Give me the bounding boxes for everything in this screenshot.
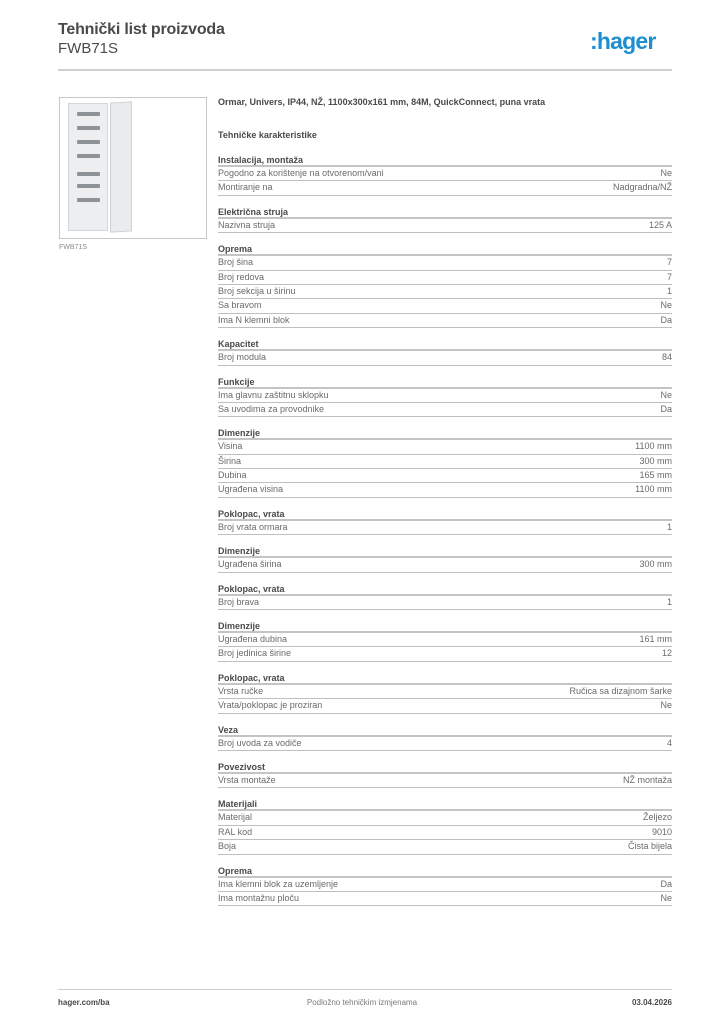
spec-row — [218, 285, 672, 299]
spec-group — [218, 761, 672, 788]
spec-group — [218, 338, 672, 365]
spec-group — [218, 545, 672, 572]
spec-row — [218, 389, 672, 403]
spec-value: NŽ montaža — [622, 774, 672, 785]
din-rail — [77, 184, 100, 188]
product-code: FWB71S — [58, 40, 119, 57]
spec-row — [218, 892, 672, 906]
spec-group-title: Poklopac, vrata — [218, 508, 672, 521]
spec-group — [218, 672, 672, 714]
spec-group-title: Dimenzije — [218, 545, 672, 558]
spec-label: Materijal — [218, 812, 253, 823]
spec-row — [218, 737, 672, 751]
spec-value: Ne — [660, 168, 672, 178]
spec-table — [218, 154, 672, 916]
spec-label: Ugrađena visina — [218, 484, 284, 495]
spec-row — [218, 633, 672, 647]
spec-row — [218, 314, 672, 328]
spec-row — [218, 811, 672, 825]
spec-value: 300 mm — [639, 559, 672, 570]
spec-value: Željezo — [642, 812, 672, 823]
spec-row — [218, 774, 672, 788]
spec-group-title: Materijali — [218, 798, 672, 811]
spec-row — [218, 647, 672, 661]
spec-label: Pogodno za korištenje na otvorenom/vani — [218, 168, 384, 178]
spec-value: Ne — [660, 300, 672, 311]
spec-label: Sa bravom — [218, 300, 262, 311]
image-caption: FWB71S — [59, 244, 88, 251]
spec-value: Čista bijela — [627, 841, 672, 852]
spec-row — [218, 299, 672, 313]
spec-value: Da — [660, 878, 672, 889]
spec-value: 12 — [661, 648, 672, 659]
spec-row — [218, 256, 672, 270]
cabinet-body-illustration — [68, 103, 108, 231]
spec-group-title: Povezivost — [218, 761, 672, 774]
spec-label: Dubina — [218, 470, 247, 481]
din-rail — [77, 112, 100, 116]
spec-label: RAL kod — [218, 826, 253, 837]
spec-label: Ima glavnu zaštitnu sklopku — [218, 389, 329, 400]
spec-value: 1100 mm — [635, 441, 672, 452]
cabinet-door-illustration — [110, 101, 132, 232]
spec-row — [218, 521, 672, 535]
spec-row — [218, 558, 672, 572]
spec-value: Da — [660, 314, 672, 325]
spec-label: Broj vrata ormara — [218, 521, 288, 532]
spec-value: Da — [660, 403, 672, 414]
spec-label: Visina — [218, 441, 243, 452]
spec-group-title: Poklopac, vrata — [218, 583, 672, 596]
spec-group — [218, 154, 672, 196]
document-title: Tehnički list proizvoda — [58, 21, 225, 38]
spec-value: 4 — [666, 737, 672, 748]
spec-group — [218, 243, 672, 328]
spec-row — [218, 878, 672, 892]
spec-group-title: Dimenzije — [218, 620, 672, 633]
spec-row — [218, 596, 672, 610]
spec-group-title: Dimenzije — [218, 427, 672, 440]
spec-label: Ugrađena dubina — [218, 634, 288, 645]
spec-group-title: Instalacija, montaža — [218, 154, 672, 167]
spec-row — [218, 440, 672, 454]
spec-label: Ima montažnu ploču — [218, 892, 300, 903]
spec-row — [218, 403, 672, 417]
spec-label: Broj redova — [218, 271, 265, 282]
spec-label: Ima klemni blok za uzemljenje — [218, 878, 339, 889]
hager-logo: :hager — [590, 28, 656, 54]
spec-value: 7 — [666, 271, 672, 282]
spec-group-title: Oprema — [218, 865, 672, 878]
spec-row — [218, 826, 672, 840]
spec-label: Broj uvoda za vodiče — [218, 737, 302, 748]
spec-label: Ugrađena širina — [218, 559, 282, 570]
spec-label: Montiranje na — [218, 182, 273, 193]
din-rail — [77, 126, 100, 130]
spec-group-title: Veza — [218, 724, 672, 737]
spec-group — [218, 376, 672, 418]
spec-label: Broj modula — [218, 352, 267, 363]
spec-value: 1 — [666, 521, 672, 532]
spec-group — [218, 583, 672, 610]
spec-group — [218, 427, 672, 498]
spec-row — [218, 483, 672, 497]
footer-date: 03.04.2026 — [631, 998, 672, 1007]
spec-label: Boja — [218, 841, 237, 852]
spec-group-title: Funkcije — [218, 376, 672, 389]
spec-label: Širina — [218, 455, 242, 466]
footer-notice: Podložno tehničkim izmjenama — [306, 998, 418, 1007]
spec-value: Nadgradna/NŽ — [612, 182, 672, 193]
spec-row — [218, 181, 672, 195]
spec-value: Ne — [660, 389, 672, 400]
spec-value: Ne — [660, 700, 672, 711]
spec-value: 165 mm — [639, 470, 672, 481]
spec-row — [218, 167, 672, 181]
din-rail — [77, 198, 100, 202]
spec-value: 84 — [661, 352, 672, 363]
spec-label: Broj sekcija u širinu — [218, 285, 296, 296]
spec-group — [218, 620, 672, 662]
spec-row — [218, 455, 672, 469]
footer-divider — [58, 989, 672, 990]
spec-row — [218, 351, 672, 365]
spec-value: Ručica sa dizajnom šarke — [569, 685, 672, 696]
spec-label: Broj brava — [218, 596, 260, 607]
spec-label: Nazivna struja — [218, 219, 276, 230]
spec-row — [218, 840, 672, 854]
spec-group-title: Kapacitet — [218, 338, 672, 351]
spec-group-title: Poklopac, vrata — [218, 672, 672, 685]
spec-label: Broj jedinica širine — [218, 648, 292, 659]
din-rail — [77, 140, 100, 144]
spec-label: Vrsta montaže — [218, 774, 276, 785]
tech-characteristics-heading: Tehničke karakteristike — [218, 130, 317, 140]
spec-group-title: Oprema — [218, 243, 672, 256]
spec-value: 1 — [666, 285, 672, 296]
product-image — [59, 97, 207, 239]
spec-group — [218, 206, 672, 233]
spec-value: 161 mm — [639, 634, 672, 645]
spec-value: 7 — [666, 257, 672, 268]
spec-value: Ne — [660, 892, 672, 903]
din-rail — [77, 154, 100, 158]
spec-value: 1100 mm — [635, 484, 672, 495]
spec-label: Broj šina — [218, 257, 254, 268]
spec-row — [218, 271, 672, 285]
spec-group — [218, 724, 672, 751]
spec-label: Vrsta ručke — [218, 685, 264, 696]
spec-row — [218, 699, 672, 713]
spec-value: 300 mm — [639, 455, 672, 466]
din-rail — [77, 172, 100, 176]
spec-group-title: Električna struja — [218, 206, 672, 219]
spec-row — [218, 219, 672, 233]
product-description: Ormar, Univers, IP44, NŽ, 1100x300x161 mm, 84M, QuickConnect, puna vrata — [218, 97, 546, 107]
spec-label: Ima N klemni blok — [218, 314, 290, 325]
spec-value: 1 — [666, 596, 672, 607]
spec-value: 125 A — [648, 219, 672, 230]
spec-label: Vrata/poklopac je proziran — [218, 700, 323, 711]
header-divider — [58, 69, 672, 71]
footer-website: hager.com/ba — [58, 998, 110, 1007]
spec-group — [218, 865, 672, 907]
spec-label: Sa uvodima za provodnike — [218, 403, 325, 414]
spec-group — [218, 798, 672, 854]
spec-value: 9010 — [651, 826, 672, 837]
spec-row — [218, 685, 672, 699]
spec-group — [218, 508, 672, 535]
spec-row — [218, 469, 672, 483]
